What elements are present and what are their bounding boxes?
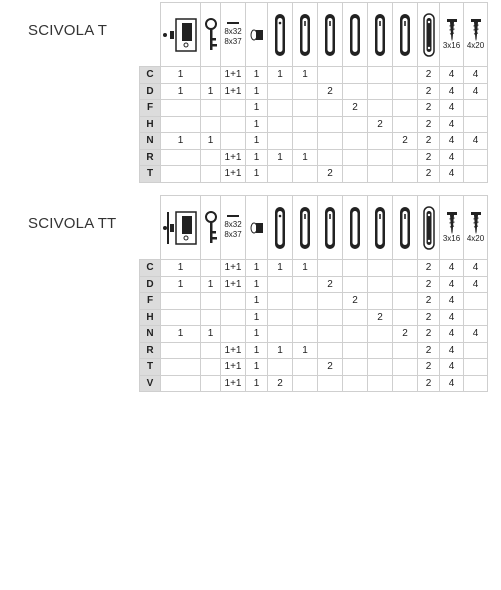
quantity-cell <box>161 149 201 166</box>
dimension-label: 8x37 <box>224 230 242 239</box>
quantity-cell <box>368 342 393 359</box>
quantity-cell: 2 <box>318 359 343 376</box>
column-header-lock <box>161 3 201 67</box>
column-header-h7 <box>418 3 440 67</box>
table-row <box>140 116 488 133</box>
quantity-cell <box>368 83 393 100</box>
quantity-cell <box>368 67 393 84</box>
quantity-cell <box>318 133 343 150</box>
quantity-cell: 2 <box>418 100 440 117</box>
quantity-cell: 2 <box>418 260 440 277</box>
table-corner <box>140 196 161 260</box>
table-row <box>140 133 488 150</box>
quantity-cell: 4 <box>464 133 488 150</box>
quantity-cell <box>221 133 246 150</box>
row-label: R <box>140 149 161 166</box>
quantity-cell <box>464 100 488 117</box>
quantity-cell <box>343 309 368 326</box>
row-label: D <box>140 83 161 100</box>
quantity-cell: 1+1 <box>221 149 246 166</box>
column-header-h3 <box>318 3 343 67</box>
quantity-cell: 4 <box>440 100 464 117</box>
quantity-cell <box>268 326 293 343</box>
quantity-cell: 1 <box>246 293 268 310</box>
quantity-cell <box>268 293 293 310</box>
handle-plain-icon <box>343 206 367 250</box>
quantity-cell <box>393 375 418 392</box>
screw-size-label: 3x16 <box>442 234 461 243</box>
quantity-cell <box>393 166 418 183</box>
screw-size-label: 4x20 <box>466 234 485 243</box>
quantity-cell <box>318 100 343 117</box>
row-label: H <box>140 116 161 133</box>
quantity-cell <box>464 116 488 133</box>
screw-icon <box>464 212 487 234</box>
column-header-h4 <box>343 3 368 67</box>
handle-key-icon <box>393 13 417 57</box>
quantity-cell: 2 <box>318 276 343 293</box>
quantity-cell <box>201 67 221 84</box>
quantity-cell <box>464 375 488 392</box>
quantity-cell <box>221 116 246 133</box>
quantity-cell <box>161 359 201 376</box>
quantity-cell <box>293 276 318 293</box>
quantity-cell <box>318 293 343 310</box>
quantity-cell <box>201 260 221 277</box>
quantity-cell: 4 <box>440 116 464 133</box>
quantity-cell <box>368 260 393 277</box>
quantity-cell: 1+1 <box>221 260 246 277</box>
quantity-cell: 1+1 <box>221 375 246 392</box>
quantity-cell: 1+1 <box>221 83 246 100</box>
handle-key-icon <box>293 13 317 57</box>
quantity-cell: 4 <box>464 276 488 293</box>
quantity-cell <box>393 342 418 359</box>
quantity-cell <box>343 359 368 376</box>
handle-key-icon <box>293 206 317 250</box>
quantity-cell: 2 <box>418 359 440 376</box>
quantity-cell <box>343 83 368 100</box>
column-header-h1 <box>268 196 293 260</box>
quantity-cell <box>343 326 368 343</box>
quantity-cell: 2 <box>343 100 368 117</box>
quantity-cell: 4 <box>440 293 464 310</box>
quantity-cell: 1 <box>246 375 268 392</box>
spec-table <box>139 195 488 392</box>
quantity-cell: 4 <box>440 326 464 343</box>
quantity-cell <box>393 100 418 117</box>
column-header-h4 <box>343 196 368 260</box>
quantity-cell: 1+1 <box>221 166 246 183</box>
quantity-cell <box>201 375 221 392</box>
quantity-cell <box>268 359 293 376</box>
column-header-key <box>201 3 221 67</box>
quantity-cell <box>221 293 246 310</box>
row-label: T <box>140 359 161 376</box>
quantity-cell <box>268 276 293 293</box>
quantity-cell: 2 <box>368 116 393 133</box>
row-label: H <box>140 309 161 326</box>
table-row <box>140 100 488 117</box>
table-row <box>140 149 488 166</box>
quantity-cell <box>293 293 318 310</box>
column-header-h2 <box>293 3 318 67</box>
quantity-cell: 2 <box>368 309 393 326</box>
quantity-cell: 4 <box>440 359 464 376</box>
quantity-cell <box>201 359 221 376</box>
table-row <box>140 375 488 392</box>
spec-table <box>139 2 488 183</box>
handle-round-icon <box>268 13 292 57</box>
quantity-cell <box>293 359 318 376</box>
quantity-cell: 1+1 <box>221 342 246 359</box>
screw-icon <box>464 19 487 41</box>
quantity-cell: 4 <box>440 342 464 359</box>
quantity-cell <box>464 342 488 359</box>
column-header-s2 <box>464 3 488 67</box>
handle-plain-icon <box>343 13 367 57</box>
quantity-cell <box>268 116 293 133</box>
quantity-cell: 4 <box>464 83 488 100</box>
column-header-s1 <box>440 196 464 260</box>
column-header-s1 <box>440 3 464 67</box>
row-label: C <box>140 260 161 277</box>
quantity-cell: 1 <box>246 166 268 183</box>
table-row <box>140 293 488 310</box>
quantity-cell: 1+1 <box>221 359 246 376</box>
quantity-cell: 2 <box>418 133 440 150</box>
quantity-cell <box>318 375 343 392</box>
handle-key-icon <box>318 206 342 250</box>
quantity-cell: 2 <box>418 293 440 310</box>
quantity-cell: 2 <box>418 116 440 133</box>
latch-knob-icon <box>246 222 267 234</box>
quantity-cell <box>201 116 221 133</box>
quantity-cell: 4 <box>440 133 464 150</box>
quantity-cell <box>393 276 418 293</box>
quantity-cell <box>318 260 343 277</box>
quantity-cell <box>201 293 221 310</box>
quantity-cell: 4 <box>440 276 464 293</box>
quantity-cell: 1 <box>161 276 201 293</box>
quantity-cell <box>318 326 343 343</box>
quantity-cell: 1 <box>161 326 201 343</box>
table-row <box>140 260 488 277</box>
quantity-cell: 1 <box>293 342 318 359</box>
row-label: D <box>140 276 161 293</box>
screw-size-label: 3x16 <box>442 41 461 50</box>
quantity-cell: 2 <box>418 276 440 293</box>
quantity-cell <box>268 133 293 150</box>
row-label: N <box>140 133 161 150</box>
quantity-cell <box>368 166 393 183</box>
column-header-h6 <box>393 196 418 260</box>
lock-body-icon <box>161 208 200 248</box>
row-label: V <box>140 375 161 392</box>
column-header-lock <box>161 196 201 260</box>
quantity-cell: 4 <box>440 67 464 84</box>
quantity-cell: 1 <box>201 276 221 293</box>
row-label: C <box>140 67 161 84</box>
quantity-cell <box>343 260 368 277</box>
quantity-cell: 1+1 <box>221 67 246 84</box>
dimension-label: 8x37 <box>224 37 242 46</box>
column-header-h6 <box>393 3 418 67</box>
table-row <box>140 166 488 183</box>
row-label: N <box>140 326 161 343</box>
quantity-cell: 2 <box>418 326 440 343</box>
quantity-cell <box>393 309 418 326</box>
handle-key-icon <box>393 206 417 250</box>
handle-dotted-icon <box>418 206 439 250</box>
quantity-cell: 1 <box>246 116 268 133</box>
quantity-cell: 4 <box>440 260 464 277</box>
column-header-latch <box>246 3 268 67</box>
quantity-cell: 2 <box>418 166 440 183</box>
quantity-cell <box>318 342 343 359</box>
table-row <box>140 83 488 100</box>
quantity-cell: 1 <box>246 83 268 100</box>
quantity-cell <box>201 309 221 326</box>
quantity-cell <box>201 149 221 166</box>
quantity-cell <box>368 326 393 343</box>
quantity-cell <box>221 326 246 343</box>
quantity-cell: 2 <box>418 83 440 100</box>
quantity-cell <box>161 100 201 117</box>
quantity-cell <box>343 67 368 84</box>
quantity-cell <box>293 166 318 183</box>
dimension-label: 8x32 <box>224 27 242 36</box>
row-label: F <box>140 293 161 310</box>
handle-key-icon <box>368 13 392 57</box>
handle-key-icon <box>368 206 392 250</box>
quantity-cell: 1 <box>246 326 268 343</box>
quantity-cell: 1 <box>246 276 268 293</box>
quantity-cell <box>393 67 418 84</box>
quantity-cell: 1 <box>246 100 268 117</box>
quantity-cell <box>368 276 393 293</box>
quantity-cell: 2 <box>318 166 343 183</box>
quantity-cell: 1 <box>161 67 201 84</box>
column-header-key <box>201 196 221 260</box>
quantity-cell <box>318 309 343 326</box>
quantity-cell: 2 <box>418 309 440 326</box>
key-icon <box>201 18 220 52</box>
screw-icon <box>440 19 463 41</box>
table-row <box>140 276 488 293</box>
quantity-cell: 1 <box>293 149 318 166</box>
quantity-cell <box>268 166 293 183</box>
quantity-cell: 4 <box>440 83 464 100</box>
quantity-cell <box>318 116 343 133</box>
column-header-screws <box>221 196 246 260</box>
quantity-cell <box>221 309 246 326</box>
lock-body-icon <box>161 15 200 55</box>
quantity-cell <box>343 116 368 133</box>
quantity-cell <box>368 375 393 392</box>
quantity-cell: 1 <box>246 309 268 326</box>
quantity-cell <box>318 67 343 84</box>
quantity-cell <box>393 260 418 277</box>
quantity-cell: 1 <box>268 260 293 277</box>
quantity-cell <box>393 149 418 166</box>
quantity-cell: 1 <box>246 359 268 376</box>
column-header-h3 <box>318 196 343 260</box>
table-row <box>140 359 488 376</box>
quantity-cell <box>293 309 318 326</box>
screw-pair-icon <box>221 22 245 47</box>
quantity-cell <box>393 359 418 376</box>
quantity-cell <box>293 116 318 133</box>
column-header-screws <box>221 3 246 67</box>
quantity-cell <box>393 83 418 100</box>
quantity-cell: 1 <box>201 83 221 100</box>
column-header-latch <box>246 196 268 260</box>
row-label: T <box>140 166 161 183</box>
quantity-cell: 2 <box>393 133 418 150</box>
quantity-cell: 4 <box>440 309 464 326</box>
quantity-cell: 1 <box>201 326 221 343</box>
quantity-cell: 2 <box>418 67 440 84</box>
quantity-cell <box>464 293 488 310</box>
quantity-cell <box>464 359 488 376</box>
quantity-cell: 4 <box>440 166 464 183</box>
quantity-cell <box>368 149 393 166</box>
column-header-h5 <box>368 196 393 260</box>
quantity-cell: 4 <box>440 149 464 166</box>
quantity-cell: 2 <box>318 83 343 100</box>
quantity-cell <box>293 83 318 100</box>
quantity-cell: 2 <box>343 293 368 310</box>
quantity-cell <box>464 309 488 326</box>
handle-round-icon <box>268 206 292 250</box>
screw-size-label: 4x20 <box>466 41 485 50</box>
table-row <box>140 326 488 343</box>
quantity-cell <box>201 342 221 359</box>
column-header-h1 <box>268 3 293 67</box>
key-icon <box>201 211 220 245</box>
quantity-cell: 1 <box>268 342 293 359</box>
quantity-cell <box>293 326 318 343</box>
quantity-cell: 4 <box>440 375 464 392</box>
quantity-cell: 1 <box>161 260 201 277</box>
quantity-cell <box>161 309 201 326</box>
quantity-cell <box>161 293 201 310</box>
quantity-cell: 1 <box>246 260 268 277</box>
quantity-cell <box>368 100 393 117</box>
quantity-cell: 4 <box>464 326 488 343</box>
quantity-cell <box>343 166 368 183</box>
quantity-cell: 1+1 <box>221 276 246 293</box>
quantity-cell <box>293 133 318 150</box>
quantity-cell: 1 <box>246 67 268 84</box>
quantity-cell: 4 <box>464 260 488 277</box>
dimension-label: 8x32 <box>224 220 242 229</box>
quantity-cell <box>293 375 318 392</box>
quantity-cell <box>293 100 318 117</box>
quantity-cell: 4 <box>464 67 488 84</box>
quantity-cell: 1 <box>246 149 268 166</box>
column-header-s2 <box>464 196 488 260</box>
quantity-cell <box>343 276 368 293</box>
quantity-cell <box>368 133 393 150</box>
quantity-cell: 1 <box>293 67 318 84</box>
quantity-cell: 2 <box>418 375 440 392</box>
quantity-cell <box>393 116 418 133</box>
screw-icon <box>440 212 463 234</box>
quantity-cell: 1 <box>293 260 318 277</box>
row-label: F <box>140 100 161 117</box>
quantity-cell <box>221 100 246 117</box>
table-row <box>140 309 488 326</box>
handle-key-icon <box>318 13 342 57</box>
latch-knob-icon <box>246 29 267 41</box>
column-header-h5 <box>368 3 393 67</box>
table-row <box>140 67 488 84</box>
quantity-cell <box>268 100 293 117</box>
quantity-cell: 1 <box>268 149 293 166</box>
quantity-cell <box>161 166 201 183</box>
table-row <box>140 342 488 359</box>
handle-dotted-icon <box>418 13 439 57</box>
quantity-cell <box>268 309 293 326</box>
quantity-cell <box>343 149 368 166</box>
quantity-cell: 1 <box>201 133 221 150</box>
column-header-h2 <box>293 196 318 260</box>
column-header-h7 <box>418 196 440 260</box>
section-title: SCIVOLA T <box>28 22 108 39</box>
quantity-cell <box>201 166 221 183</box>
quantity-cell <box>343 375 368 392</box>
quantity-cell: 2 <box>393 326 418 343</box>
quantity-cell: 1 <box>161 133 201 150</box>
screw-pair-icon <box>221 215 245 240</box>
quantity-cell: 2 <box>418 342 440 359</box>
quantity-cell: 1 <box>246 342 268 359</box>
quantity-cell <box>368 359 393 376</box>
quantity-cell <box>343 133 368 150</box>
section-title: SCIVOLA TT <box>28 215 117 232</box>
quantity-cell <box>464 149 488 166</box>
quantity-cell: 1 <box>268 67 293 84</box>
quantity-cell <box>393 293 418 310</box>
quantity-cell <box>161 342 201 359</box>
quantity-cell <box>318 149 343 166</box>
quantity-cell <box>464 166 488 183</box>
quantity-cell: 1 <box>246 133 268 150</box>
quantity-cell: 2 <box>418 149 440 166</box>
quantity-cell <box>368 293 393 310</box>
quantity-cell <box>201 100 221 117</box>
quantity-cell <box>268 83 293 100</box>
table-corner <box>140 3 161 67</box>
quantity-cell <box>161 116 201 133</box>
quantity-cell <box>161 375 201 392</box>
quantity-cell: 2 <box>268 375 293 392</box>
quantity-cell: 1 <box>161 83 201 100</box>
row-label: R <box>140 342 161 359</box>
quantity-cell <box>343 342 368 359</box>
